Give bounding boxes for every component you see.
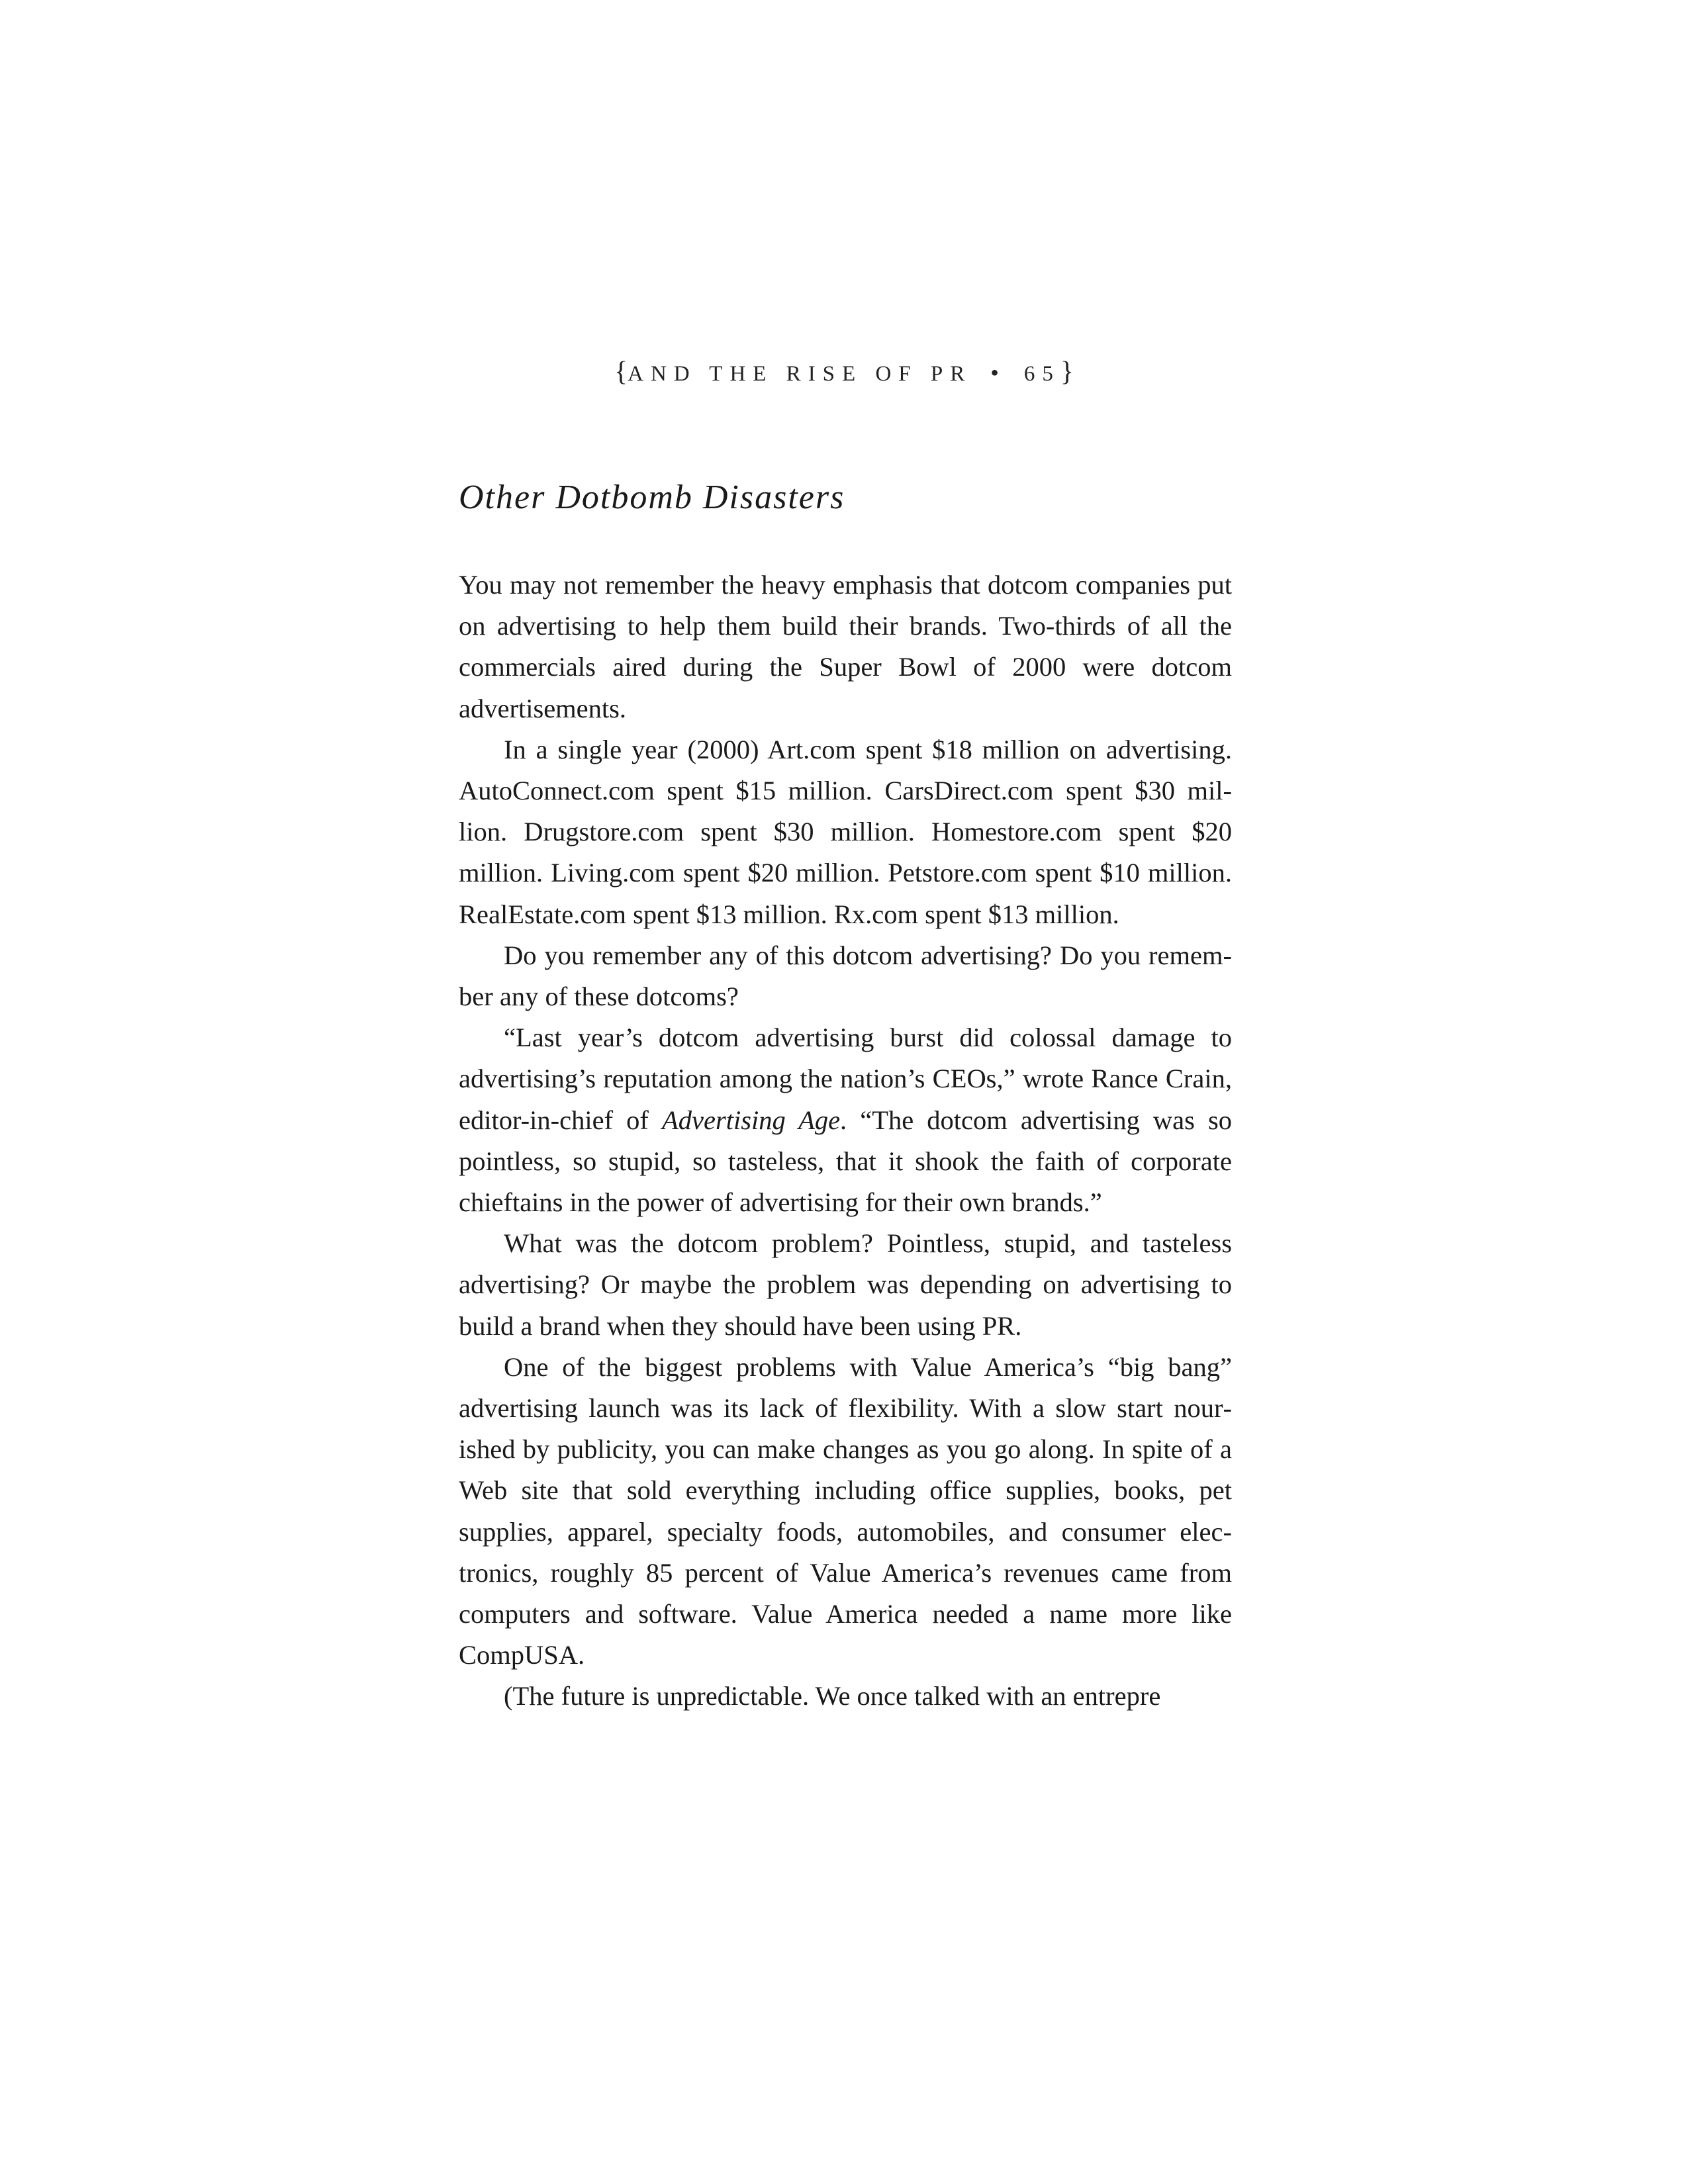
paragraph-2: In a single year (2000) Art.com spent $18 million on advertising. AutoConnect.com spent $15 million. CarsDirect.com spent $30 million. Drugstore.com spent $30 million. Homestore.com spent $20 million. Living.com spent $20 million. Petstore.com spent $10 million. RealEstate.com spent $13 million. Rx.com spent $13 million. (459, 734, 1232, 929)
quote-before: “Last year’s dotcom advertising burst did colossal damage to advertising’s reputation among the nation’s CEOs,” wrote Rance Crain, editor-in-chief of (459, 1023, 1232, 1135)
quote-after: . “The dotcom advertising was so pointless, so stupid, so tasteless, that it shook the faith of corporate chieftains in the power of advertising for their own brands.” (459, 1105, 1233, 1218)
paragraph-5: What was the dotcom problem? Pointless, stupid, and tasteless advertising? Or maybe the problem was depending on advertising to build a brand when they should have been using PR. (459, 1228, 1232, 1341)
running-head-close-brace: } (1060, 357, 1074, 387)
paragraph-4 (459, 1017, 1232, 1223)
section-title: Other Dotbomb Disasters (459, 478, 845, 516)
publication-title: Advertising Age (662, 1105, 841, 1135)
page-number: 65 (1023, 362, 1060, 386)
running-head-text: AND THE RISE OF PR (628, 362, 972, 386)
running-head (0, 356, 1688, 388)
paragraph-3: Do you remember any of this dotcom advertising? Do you remember any of these dotcoms? (459, 940, 1232, 1012)
body-text (459, 565, 1232, 1717)
running-head-bullet: • (990, 359, 999, 386)
running-head-open-brace: { (614, 357, 628, 387)
paragraph-6: One of the biggest problems with Value America’s “big bang” advertising launch was its lack of flexibility. With a slow start nourished by publicity, you can make changes as you go along. In spite of a Web site that sold everything including office supplies, books, pet supplies, apparel, specialty foods, automobiles, and consumer electronics, roughly 85 percent of Value America’s revenues came from computers and software. Value America needed a name more like CompUSA. (459, 1351, 1232, 1670)
paragraph-7: (The future is unpredictable. We once talked with an entrepre (504, 1681, 1161, 1711)
paragraph-1: You may not remember the heavy emphasis that dotcom companies put on advertising to help them build their brands. Two-thirds of all the commercials aired during the Super Bowl of 2000 were dotcom advertisements. (459, 570, 1232, 723)
